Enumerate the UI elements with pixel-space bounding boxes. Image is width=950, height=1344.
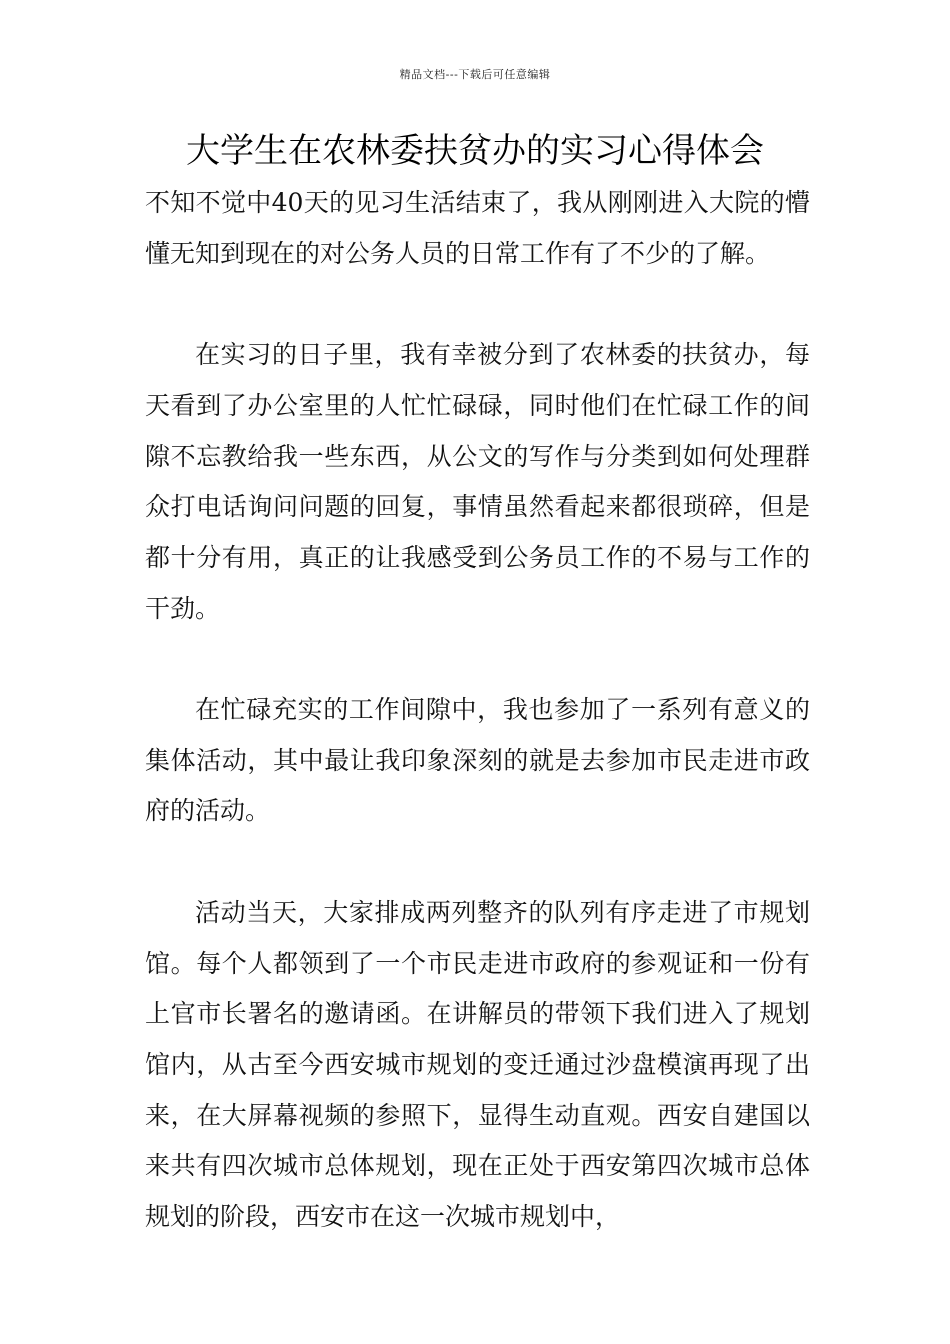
paragraph-2: 在实习的日子里，我有幸被分到了农林委的扶贫办，每天看到了办公室里的人忙忙碌碌，同时他们在忙碌工作的间隙不忘教给我一些东西，从公文的写作与分类到如何处理群众打电话询问问题的回复，事情虽然看起来都很琐碎，但是都十分有用，真正的让我感受到公务员工作的不易与工作的干劲。 — [145, 340, 810, 623]
document-title: 大学生在农林委扶贫办的实习心得体会 — [186, 131, 764, 171]
paragraph-4: 活动当天，大家排成两列整齐的队列有序走进了市规划馆。每个人都领到了一个市民走进市政府的参观证和一份有上官市长署名的邀请函。在讲解员的带领下我们进入了规划馆内，从古至今西安城市规划的变迁通过沙盘模演再现了出来，在大屏幕视频的参照下，显得生动直观。西安自建国以来共有四次城市总体规划，现在正处于西安第四次城市总体规划的阶段，西安市在这一次城市规划中， — [145, 897, 810, 1232]
paragraph-3: 在忙碌充实的工作间隙中，我也参加了一系列有意义的集体活动，其中最让我印象深刻的就是去参加市民走进市政府的活动。 — [145, 695, 810, 826]
paragraph-gap — [145, 279, 810, 330]
paragraph-1: 不知不觉中40天的见习生活结束了，我从刚刚进入大院的懵懂无知到现在的对公务人员的日常工作有了不少的了解。 — [145, 188, 810, 268]
document-body — [145, 178, 810, 1243]
header-note: 精品文档---下载后可任意编辑 — [399, 68, 551, 81]
paragraph-gap — [145, 634, 810, 685]
paragraph-gap — [145, 837, 810, 888]
